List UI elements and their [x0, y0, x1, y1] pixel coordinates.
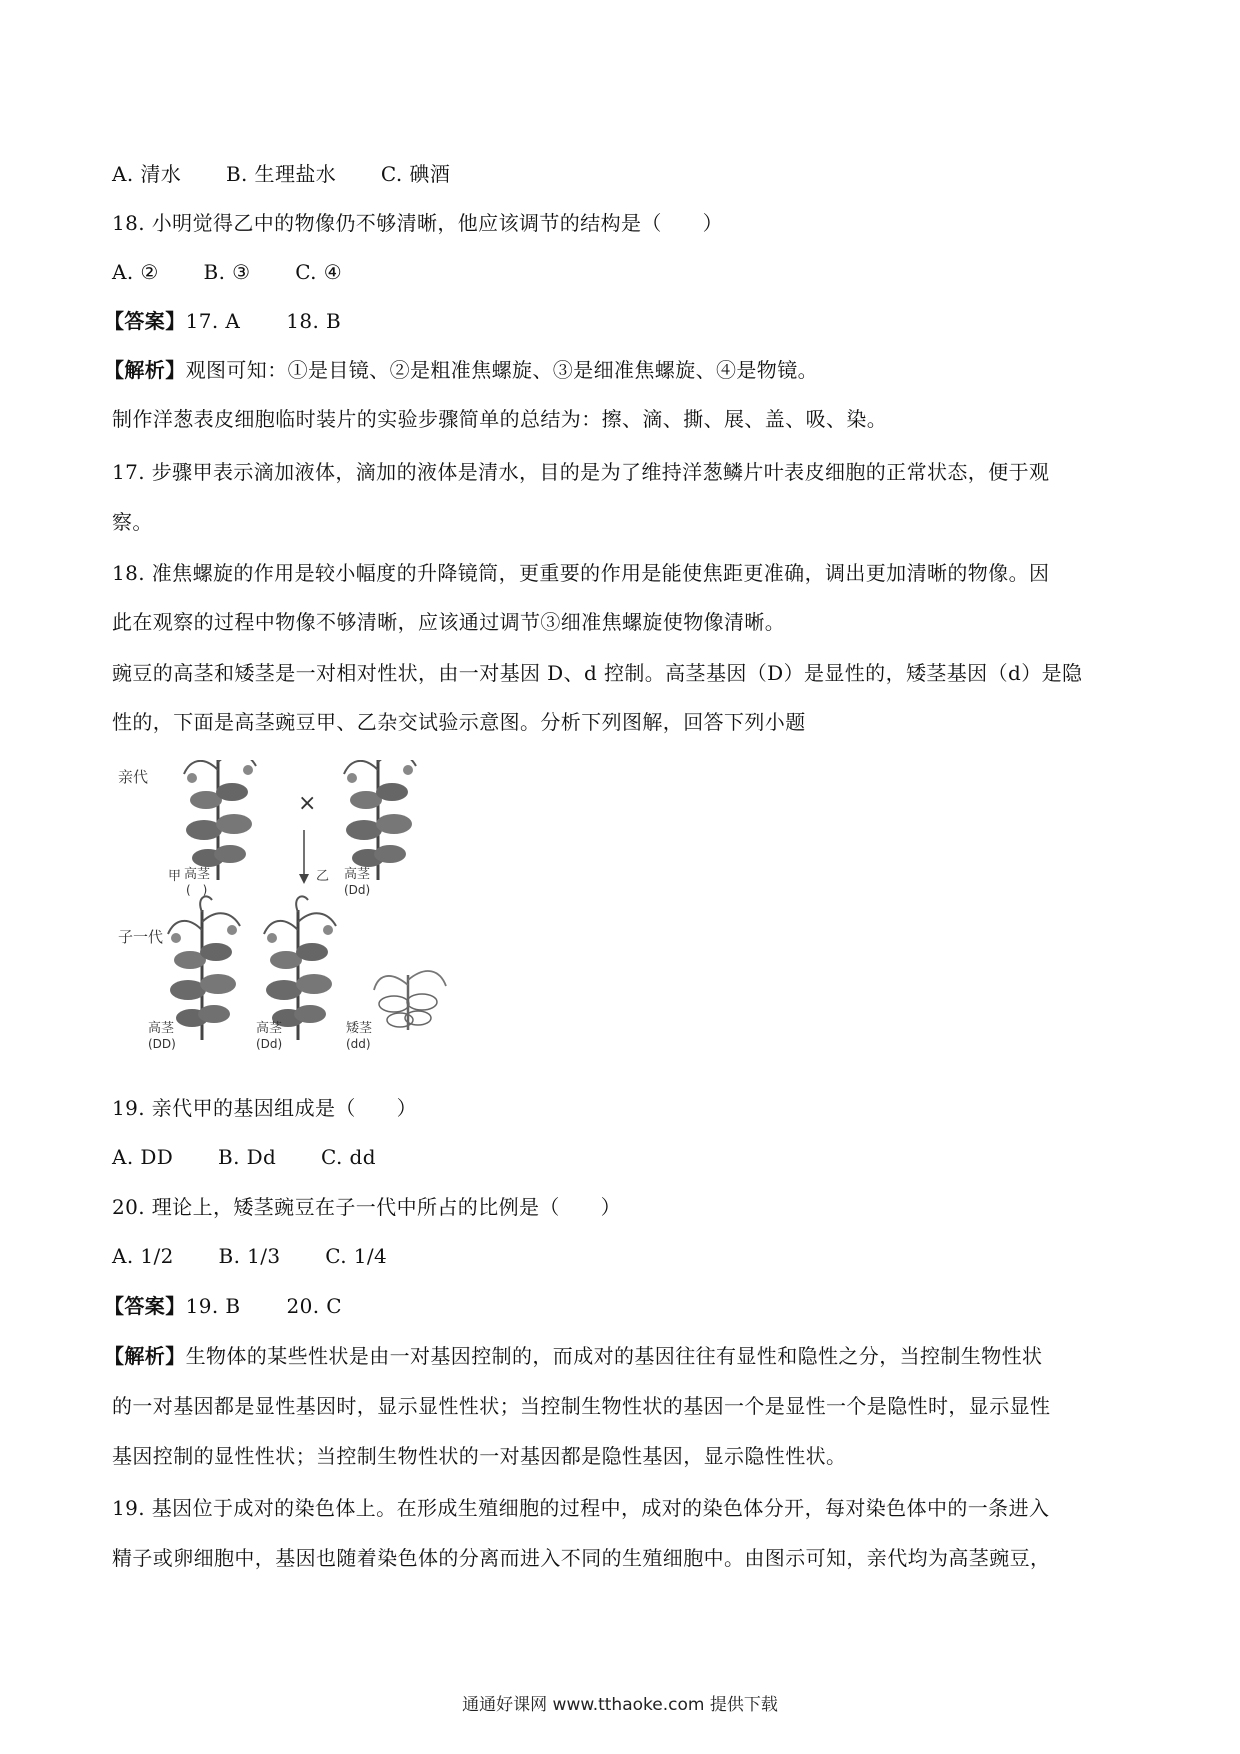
label-yi: 乙	[316, 869, 330, 884]
pea-cross-figure	[118, 760, 518, 1070]
q20-option-b: B. 1/3	[218, 1244, 281, 1268]
analysis-19-line-1: 19. 基因位于成对的染色体上。在形成生殖细胞的过程中，成对的染色体分开，每对染色体中的一条进入	[112, 1496, 1050, 1520]
answer-17: 17. A	[185, 309, 241, 333]
label-yi-phenotype: 高茎	[344, 867, 371, 882]
label-jia-genotype: ( )	[186, 883, 208, 897]
q19-option-a: A. DD	[112, 1145, 174, 1169]
label-jia: 甲	[168, 869, 182, 884]
analysis-19-line-2: 精子或卵细胞中，基因也随着染色体的分离而进入不同的生殖细胞中。由图示可知，亲代均为高茎豌豆，	[112, 1546, 1051, 1570]
answer-block-1	[104, 307, 1125, 335]
q19-question: 19. 亲代甲的基因组成是（ ）	[112, 1096, 417, 1120]
analysis-2-text: 生物体的某些性状是由一对基因控制的，而成对的基因往往有显性和隐性之分，当控制生物性状	[185, 1344, 1043, 1368]
analysis-18-line-1: 18. 准焦螺旋的作用是较小幅度的升降镜筒，更重要的作用是能使焦距更准确，调出更加清晰的物像。因	[112, 561, 1050, 585]
analysis-2-line-1	[104, 1342, 1125, 1370]
label-c2-phenotype: 高茎	[256, 1021, 283, 1036]
label-jia-phenotype: 高茎	[184, 867, 211, 882]
q19-option-c: C. dd	[321, 1145, 376, 1169]
q17-option-a: A. 清水	[112, 162, 182, 186]
answer-20: 20. C	[286, 1294, 342, 1318]
analysis-1-text: 观图可知：①是目镜、②是粗准焦螺旋、③是细准焦螺旋、④是物镜。	[185, 358, 819, 382]
answer-label-2: 【答案】	[104, 1294, 186, 1318]
label-c1-genotype: (DD)	[148, 1037, 176, 1051]
label-parent: 亲代	[118, 768, 149, 786]
child-plant-short	[374, 971, 446, 1030]
q17-option-b: B. 生理盐水	[225, 162, 337, 186]
q18-options	[112, 258, 1125, 286]
analysis-17-line-1: 17. 步骤甲表示滴加液体，滴加的液体是清水，目的是为了维持洋葱鳞片叶表皮细胞的正常状态，便于观	[112, 460, 1050, 484]
q18-option-b: B. ③	[203, 260, 251, 284]
pea-cross-diagram	[118, 760, 518, 1070]
answer-label: 【答案】	[104, 309, 186, 333]
q19-option-b: B. Dd	[218, 1145, 277, 1169]
cross-symbol: ×	[298, 791, 317, 816]
label-c2-genotype: (Dd)	[256, 1037, 283, 1051]
plant-jia	[184, 760, 256, 880]
label-yi-genotype: (Dd)	[344, 883, 371, 897]
analysis-label-2: 【解析】	[104, 1344, 186, 1368]
analysis-1-line-2: 制作洋葱表皮细胞临时装片的实验步骤简单的总结为：擦、滴、撕、展、盖、吸、染。	[112, 407, 888, 431]
analysis-18-line-2: 此在观察的过程中物像不够清晰，应该通过调节③细准焦螺旋使物像清晰。	[112, 610, 786, 634]
analysis-label: 【解析】	[104, 358, 186, 382]
q20-option-c: C. 1/4	[325, 1244, 388, 1268]
q18-option-a: A. ②	[112, 260, 159, 284]
q20-options	[112, 1242, 1125, 1270]
analysis-1-line-1	[104, 356, 1125, 384]
label-child: 子一代	[118, 928, 164, 946]
plant-yi	[344, 760, 416, 880]
q20-option-a: A. 1/2	[112, 1244, 174, 1268]
label-c1-phenotype: 高茎	[148, 1021, 175, 1036]
answer-19: 19. B	[185, 1294, 241, 1318]
intro-line-1: 豌豆的高茎和矮茎是一对相对性状，由一对基因 D、d 控制。高茎基因（D）是显性的，矮茎基因（d）是隐	[112, 661, 1083, 685]
q19-options	[112, 1143, 1125, 1171]
cross-arrow-head	[299, 874, 309, 884]
q18-question: 18. 小明觉得乙中的物像仍不够清晰，他应该调节的结构是（ ）	[112, 211, 723, 235]
label-c3-genotype: (dd)	[346, 1037, 371, 1051]
analysis-2-line-2: 的一对基因都是显性基因时，显示显性性状；当控制生物性状的基因一个是显性一个是隐性时，显示显性	[112, 1394, 1051, 1418]
child-plant-dd-het	[264, 896, 336, 1040]
q17-option-c: C. 碘酒	[380, 162, 451, 186]
q17-options	[112, 160, 1125, 188]
answer-18: 18. B	[286, 309, 342, 333]
q20-question: 20. 理论上，矮茎豌豆在子一代中所占的比例是（ ）	[112, 1195, 621, 1219]
analysis-17-line-2: 察。	[112, 510, 153, 534]
q18-option-c: C. ④	[295, 260, 343, 284]
answer-block-2	[104, 1292, 1125, 1320]
intro-line-2: 性的，下面是高茎豌豆甲、乙杂交试验示意图。分析下列图解，回答下列小题	[112, 710, 806, 734]
child-plant-dd	[168, 896, 240, 1040]
page-footer: 通通好课网 www.tthaoke.com 提供下载	[462, 1695, 778, 1715]
analysis-2-line-3: 基因控制的显性性状；当控制生物性状的一对基因都是隐性基因，显示隐性性状。	[112, 1444, 847, 1468]
label-c3-phenotype: 矮茎	[346, 1021, 373, 1036]
